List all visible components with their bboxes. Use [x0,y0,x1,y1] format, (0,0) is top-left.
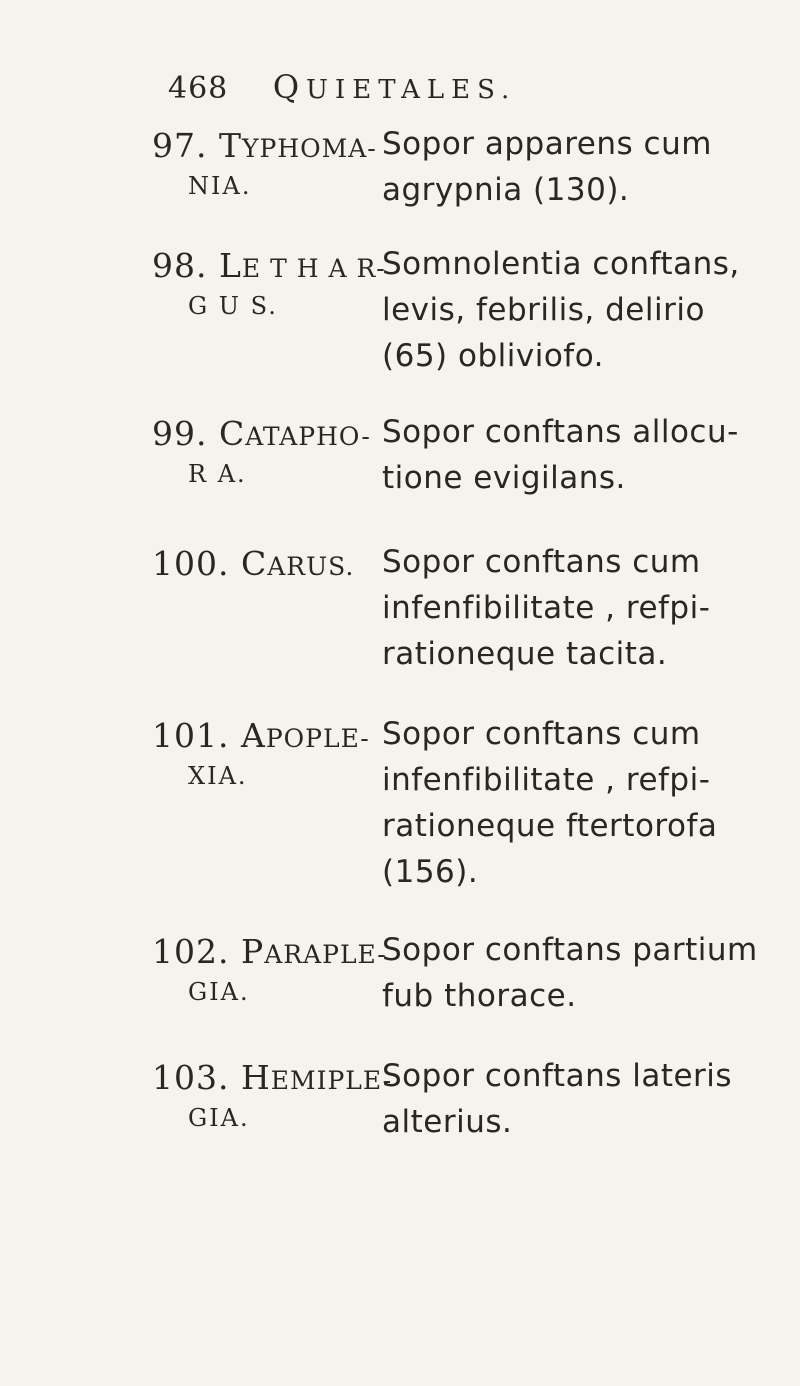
definition-line: alterius. [382,1104,513,1140]
entry-term-continuation: GIA. [188,978,250,1006]
entry-term-continuation: R A. [188,460,247,488]
definition-line: (65) obliviofo. [382,338,604,374]
entry-term-continuation: XIA. [188,762,248,790]
entry-98 [152,246,792,384]
running-header [168,68,516,106]
entry-term: 97. TYPHOMA- [152,126,377,165]
definition-line: Somnolentia conftans, [382,246,740,282]
running-title: QUIETALES. [272,68,517,106]
entry-100 [152,544,792,682]
entry-term: 101. APOPLE- [152,716,370,755]
definition-line: Sopor conftans lateris [382,1058,733,1094]
entry-term: 102. PARAPLE- [152,932,387,971]
definition-line: Sopor conftans cum [382,716,701,752]
entry-102 [152,932,792,1024]
definition-line: tione evigilans. [382,460,626,496]
entry-term: 100. CARUS. [152,544,355,583]
entry-term-continuation: G U S. [188,292,278,320]
page-number: 468 [168,71,229,106]
definition-line: agrypnia (130). [382,172,630,208]
definition-line: infenfibilitate , refpi- [382,590,711,626]
entry-term: 99. CATAPHO- [152,414,371,453]
definition-line: levis, febrilis, delirio [382,292,705,328]
definition-line: Sopor conftans allocu- [382,414,739,450]
definition-line: rationeque tacita. [382,636,668,672]
entry-99 [152,414,792,506]
definition-line: Sopor conftans partium [382,932,758,968]
entry-term-continuation: NIA. [188,172,252,200]
entry-103 [152,1058,792,1150]
entry-term: 98. LE T H A R- [152,246,386,285]
definition-line: fub thorace. [382,978,577,1014]
entry-101 [152,716,792,900]
entry-term-continuation: GIA. [188,1104,250,1132]
entry-97 [152,126,792,218]
definition-line: Sopor apparens cum [382,126,712,162]
definition-line: Sopor conftans cum [382,544,701,580]
definition-line: rationeque ftertorofa [382,808,718,844]
definition-line: infenfibilitate , refpi- [382,762,711,798]
definition-line: (156). [382,854,479,890]
entry-term: 103. HEMIPLE- [152,1058,393,1097]
